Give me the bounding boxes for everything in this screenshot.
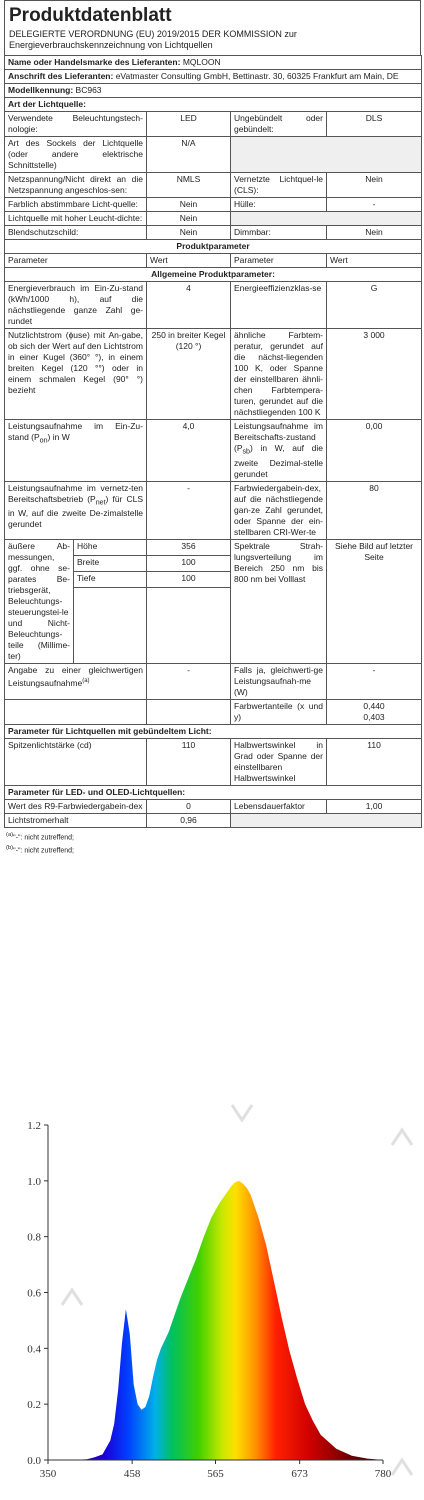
- product-parameters-header: Produktparameter: [5, 240, 422, 254]
- param-label: Farbwiedergabein-dex, auf die nächstliegende gan-ze Zahl gerundet, oder Spanne der ein-stellbaren CRI-Wer-te: [231, 481, 327, 539]
- type-value: NMLS: [147, 173, 231, 198]
- empty-cell: [231, 137, 422, 173]
- param-label: Leistungsaufnahme im vernetz-ten Bereitschaftsbetrieb $(P_{net})$ für CLS in W, auf die zweite De-zimalstelle gerundet: [5, 481, 147, 539]
- type-param: Dimmbar:: [231, 226, 327, 240]
- dimension-name: Tiefe: [74, 571, 147, 587]
- column-header-row: [5, 254, 422, 268]
- chromaticity-y: 0,403: [363, 711, 385, 722]
- dimension-value: 100: [147, 555, 231, 571]
- type-value: Nein: [147, 198, 231, 212]
- param-label: Lichtstromerhalt: [5, 813, 147, 827]
- supplier-label: Name oder Handelsmarke des Lieferanten:: [8, 57, 181, 67]
- y-tick-label: 0.8: [27, 1231, 41, 1244]
- param-row: [5, 663, 422, 699]
- empty-cell: [74, 587, 147, 663]
- type-value: DLS: [327, 112, 422, 137]
- param-row: [5, 799, 422, 813]
- supplier-row: [5, 56, 422, 70]
- param-label: ähnliche Farbtem-peratur, gerundet auf die nächst-liegenden 100 K, oder Spanne der einstellbaren ähnli-chen Farbtempera-turen, gerundet auf die nächstliegenden 100 K: [231, 329, 327, 420]
- param-value: 110: [327, 738, 422, 785]
- param-row: [5, 420, 422, 482]
- type-value: Nein: [147, 226, 231, 240]
- param-value: 1,00: [327, 799, 422, 813]
- column-header: Wert: [147, 254, 231, 268]
- spectrum-chart: [0, 1090, 424, 1500]
- param-label: Falls ja, gleichwerti-ge Leistungsaufnah-me (W): [231, 663, 327, 699]
- type-value: N/A: [147, 137, 231, 173]
- param-label: Halbwertswinkel in Grad oder Spanne der einstellbaren Halbwertswinkel: [231, 738, 327, 785]
- param-value: 0,96: [147, 813, 231, 827]
- type-param: Netzspannung/Nicht direkt an die Netzspannung angeschlos-sen:: [5, 173, 147, 198]
- y-tick-label: 1.2: [27, 1120, 41, 1132]
- param-value: 0,00: [327, 420, 422, 482]
- type-param: Verwendete Beleuchtungstech-nologie:: [5, 112, 147, 137]
- param-label: Leistungsaufnahme im Bereitschafts-zustand $(P_{sb})$ in W, auf die zweite Dezimal-stelle gerundet: [231, 420, 327, 482]
- type-param: Vernetzte Lichtquel-le (CLS):: [231, 173, 327, 198]
- param-row: [5, 481, 422, 539]
- type-param: Art des Sockels der Lichtquelle (oder andere elektrische Schnittstelle): [5, 137, 147, 173]
- supplier-value: MQLOON: [182, 57, 221, 67]
- dimension-name: Höhe: [74, 539, 147, 555]
- spectral-value: Siehe Bild auf letzter Seite: [327, 539, 422, 663]
- x-tick-label: 565: [207, 1468, 224, 1480]
- param-label: Spitzenlichtstärke (cd): [5, 738, 147, 785]
- x-tick-label: 458: [123, 1468, 141, 1480]
- param-row: [5, 329, 422, 420]
- directional-header: Parameter für Lichtquellen mit gebündeltem Licht:: [5, 724, 422, 738]
- empty-cell: [231, 813, 422, 827]
- spectrum-area: [71, 1181, 383, 1460]
- dimensions-label: äußere Ab-messungen, ggf. ohne se-parates Be-triebsgerät, Beleuchtungs-steuerungstei-le und Nicht-Beleuchtungs-teile (Millime-ter): [5, 539, 74, 663]
- param-value: 110: [147, 738, 231, 785]
- param-label: Lebensdauerfaktor: [231, 799, 327, 813]
- param-value: G: [327, 282, 422, 329]
- type-row: [5, 112, 422, 137]
- param-value: 80: [327, 481, 422, 539]
- type-param: Farblich abstimmbare Licht-quelle:: [5, 198, 147, 212]
- dimension-name: Breite: [74, 555, 147, 571]
- type-row: [5, 226, 422, 240]
- x-tick-label: 780: [374, 1468, 392, 1480]
- regulation-subtitle: DELEGIERTE VERORDNUNG (EU) 2019/2015 DER KOMMISSION zur Energieverbrauchskennzeichnung von Lichtquellen: [9, 29, 297, 50]
- param-value: 3 000: [327, 329, 422, 420]
- type-value: Nein: [147, 212, 231, 226]
- param-row: [5, 813, 422, 827]
- column-header: Parameter: [5, 254, 147, 268]
- param-label: Leistungsaufnahme im Ein-Zu-stand $(P_{on})$ in W: [5, 420, 147, 482]
- type-param: Ungebündelt oder gebündelt:: [231, 112, 327, 137]
- footnote: $^{(b)}$"-": nicht zutreffend;: [6, 845, 74, 855]
- y-tick-label: 1.0: [27, 1175, 41, 1188]
- param-label: Angabe zu einer gleichwertigen Leistungsaufnahme$^{(a)}$: [5, 663, 147, 699]
- type-value: Nein: [327, 226, 422, 240]
- param-value: 4,0: [147, 420, 231, 482]
- datasheet: [4, 0, 421, 856]
- general-parameters-header: Allgemeine Produktparameter:: [5, 268, 422, 282]
- empty-cell: [147, 699, 231, 724]
- type-row: [5, 198, 422, 212]
- type-row: [5, 173, 422, 198]
- type-param: Blendschutzschild:: [5, 226, 147, 240]
- type-row: [5, 137, 422, 173]
- address-row: [5, 70, 422, 84]
- footnote: $^{(a)}$"-": nicht zutreffend;: [6, 831, 74, 842]
- param-label: Nutzlichtstrom (ɸuse) mit An-gabe, ob sich der Wert auf den Lichtstrom in einer Kugel (360° °), in einem breiten Kegel (120 °°) oder in einem schmalen Kegel (90° °) bezieht: [5, 329, 147, 420]
- param-value: 4: [147, 282, 231, 329]
- footnotes: [4, 828, 421, 857]
- param-row: [5, 738, 422, 785]
- address-value: eVatmaster Consulting GmbH, Bettinastr. 30, 60325 Frankfurt am Main, DE: [115, 71, 399, 81]
- dimension-value: 356: [147, 539, 231, 555]
- title-block: [4, 0, 421, 55]
- param-row: [5, 699, 422, 724]
- y-tick-label: 0.4: [27, 1343, 41, 1356]
- param-label: Farbwertanteile (x und y): [231, 699, 327, 724]
- x-tick-label: 350: [39, 1468, 57, 1480]
- light-source-type-header: Art der Lichtquelle:: [5, 98, 422, 112]
- param-label: Energieverbrauch im Ein-Zu-stand (kWh/1000 h), auf die nächstliegende ganze Zahl ge-rundet: [5, 282, 147, 329]
- param-label: Wert des R9-Farbwiedergabein-dex: [5, 799, 147, 813]
- empty-cell: [231, 212, 422, 226]
- param-value: 0: [147, 799, 231, 813]
- model-row: [5, 84, 422, 98]
- column-header: Wert: [327, 254, 422, 268]
- param-value: -: [147, 663, 231, 699]
- model-label: Modellkennung:: [8, 85, 74, 95]
- param-value: [327, 699, 422, 724]
- column-header: Parameter: [231, 254, 327, 268]
- param-value: 250 in breiter Kegel (120 °): [147, 329, 231, 420]
- param-value: -: [327, 663, 422, 699]
- x-tick-label: 673: [291, 1468, 308, 1480]
- type-value: LED: [147, 112, 231, 137]
- page-title: Produktdatenblatt: [9, 5, 172, 26]
- spectral-label: Spektrale Strah-lungsverteilung im Bereich 250 nm bis 800 nm bei Volllast: [231, 539, 327, 663]
- datasheet-table: [4, 55, 422, 828]
- type-row: [5, 212, 422, 226]
- param-label: Energieeffizienzklas-se: [231, 282, 327, 329]
- model-value: BC963: [75, 85, 102, 95]
- address-label: Anschrift des Lieferanten:: [8, 71, 114, 81]
- type-value: -: [327, 198, 422, 212]
- y-tick-label: 0.0: [27, 1455, 41, 1467]
- plot-area: [27, 1120, 392, 1480]
- y-tick-label: 0.2: [27, 1399, 41, 1412]
- type-param: Hülle:: [231, 198, 327, 212]
- dimension-value: 100: [147, 571, 231, 587]
- y-tick-label: 0.6: [27, 1287, 41, 1300]
- empty-cell: [5, 699, 147, 724]
- type-param: Lichtquelle mit hoher Leucht-dichte:: [5, 212, 147, 226]
- led-header: Parameter für LED- und OLED-Lichtquellen:: [5, 785, 422, 799]
- chromaticity-x: 0,440: [363, 700, 385, 711]
- param-row: [5, 282, 422, 329]
- param-value: -: [147, 481, 231, 539]
- empty-cell: [147, 587, 231, 663]
- type-value: Nein: [327, 173, 422, 198]
- dimensions-row: [5, 539, 422, 555]
